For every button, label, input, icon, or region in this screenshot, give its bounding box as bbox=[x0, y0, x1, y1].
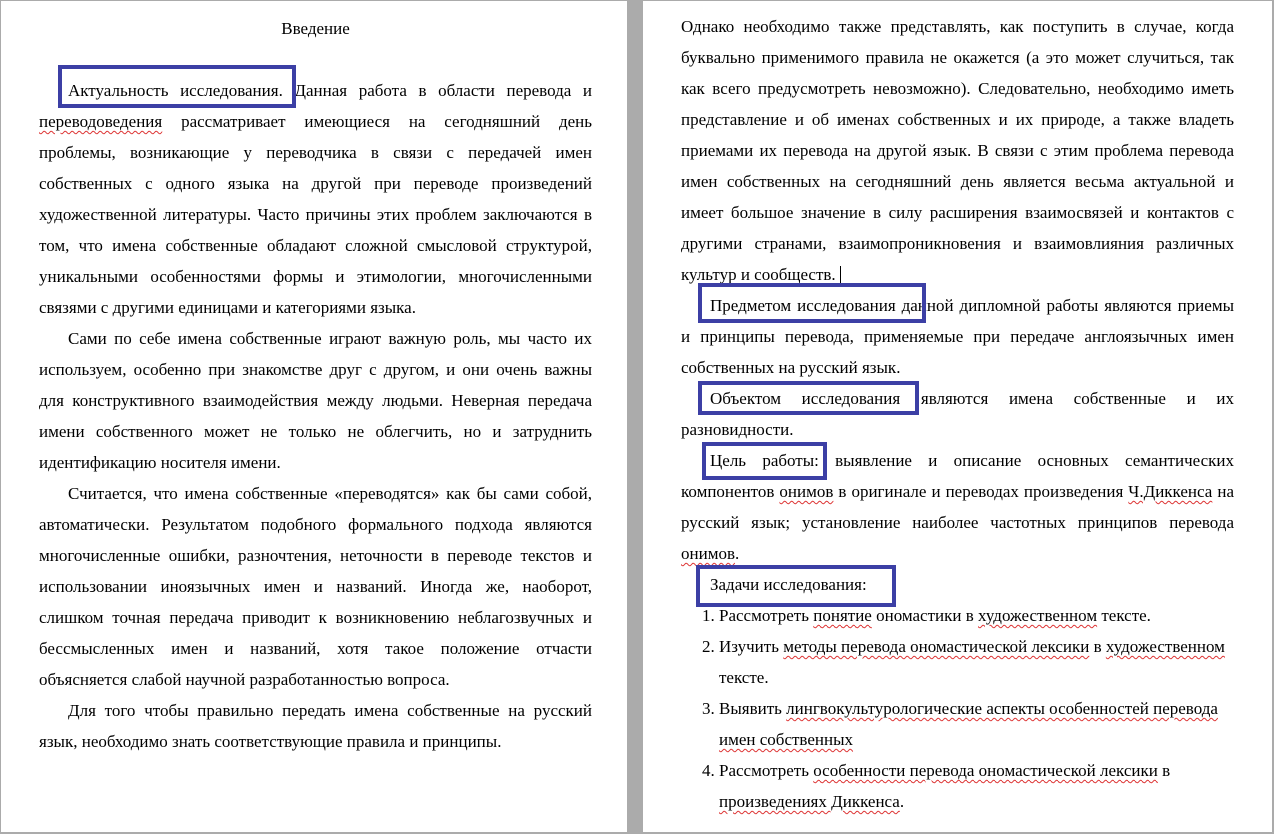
list-item[interactable]: 1. Рассмотреть понятие ономастики в художественном тексте. bbox=[719, 600, 1234, 631]
heading-tasks[interactable]: Задачи исследования: bbox=[710, 575, 867, 594]
tasks-list bbox=[681, 600, 1234, 817]
paragraph-goal[interactable]: Цель работы: выявление и описание основных семантических компонентов онимов в оригинале и переводах произведения Ч.Диккенса на русский язык; установление наиболее частотных принципов перевода онимов. bbox=[681, 451, 1234, 563]
page-text-column bbox=[681, 11, 1234, 817]
paragraph-subject[interactable]: Предметом исследования данной дипломной работы являются приемы и принципы перевода, применяемые при передаче англоязычных имен собственных на русский язык. bbox=[681, 296, 1234, 377]
list-item[interactable]: 4. Рассмотреть особенности перевода ономастической лексики в произведениях Диккенса. bbox=[719, 755, 1234, 817]
paragraph-object[interactable]: Объектом исследования являются имена собственные и их разновидности. bbox=[681, 389, 1234, 439]
spellcheck-word[interactable]: методы перевода ономастической лексики bbox=[783, 637, 1090, 656]
document-page-right[interactable] bbox=[643, 1, 1272, 832]
paragraph-continuation[interactable]: Однако необходимо также представлять, как поступить в случае, когда буквально применимого правила не окажется (а это может случиться, так как всего предусмотреть невозможно). Следовательно, необходимо иметь представление и об именах собственных и их природе, а также владеть приемами их перевода на другой язык. В связи с этим проблема перевода имен собственных на сегодняшний день является весьма актуальной и имеет большое значение в силу расширения взаимосвязей и контактов с другими странами, взаимопроникновения и взаимовлияния различных культур и сообществ. bbox=[681, 11, 1234, 290]
page-title: Введение bbox=[281, 19, 350, 38]
document-page-left[interactable] bbox=[1, 1, 627, 832]
page-text-column bbox=[39, 13, 592, 757]
spellcheck-word[interactable]: переводоведения bbox=[39, 112, 163, 131]
spellcheck-word[interactable]: художественном bbox=[1105, 637, 1225, 656]
spellcheck-word[interactable]: художественном bbox=[978, 606, 1098, 625]
heading-subject: Предметом исследования bbox=[710, 296, 896, 315]
heading-relevance: Актуальность исследования. bbox=[68, 81, 283, 100]
spellcheck-word[interactable]: Ч.Диккенса bbox=[1128, 482, 1213, 501]
paragraph-4[interactable]: Для того чтобы правильно передать имена собственные на русский язык, необходимо знать соответствующие правила и принципы. bbox=[39, 701, 592, 751]
paragraph-relevance[interactable]: Актуальность исследования. Данная работа в области перевода и переводоведения рассматривает имеющиеся на сегодняшний день проблемы, возникающие у переводчика в связи с передачей имен собственных с одного языка на другой при переводе произведений художественной литературы. Часто причины этих проблем заключаются в том, что имена собственные обладают сложной смысловой структурой, уникальными особенностями формы и этимологии, многочисленными связями с другими единицами и категориями языка. bbox=[39, 81, 592, 317]
heading-object: Объектом исследования bbox=[710, 389, 901, 408]
list-item[interactable]: 2. Изучить методы перевода ономастической лексики в художественном тексте. bbox=[719, 631, 1234, 693]
spellcheck-word[interactable]: понятие bbox=[813, 606, 872, 625]
spellcheck-word[interactable]: онимов bbox=[779, 482, 834, 501]
spellcheck-word[interactable]: лингвокультурологические аспекты особенностей перевода имен собственных bbox=[719, 699, 1218, 749]
spellcheck-word[interactable]: произведениях Диккенса bbox=[719, 792, 900, 811]
heading-goal: Цель работы: bbox=[710, 451, 819, 470]
paragraph-3[interactable]: Считается, что имена собственные «переводятся» как бы сами собой, автоматически. Результатом подобного формального подхода являются многочисленные ошибки, разночтения, неточности в переводе текстов и использовании иноязычных имен и названий. Иногда же, наоборот, слишком точная передача приводит к возникновению неблагозвучных и бессмысленных имен и названий, хотя такое положение отчасти объясняется слабой научной разработанностью вопроса. bbox=[39, 484, 592, 689]
text-cursor bbox=[840, 266, 841, 286]
paragraph-2[interactable]: Сами по себе имена собственные играют важную роль, мы часто их используем, особенно при знакомстве друг с другом, и они очень важны для конструктивного взаимодействия между людьми. Неверная передача имени собственного может не только не облегчить, но и затруднить идентификацию носителя имени. bbox=[39, 329, 592, 472]
list-item[interactable]: 3. Выявить лингвокультурологические аспекты особенностей перевода имен собственных bbox=[719, 693, 1234, 755]
spellcheck-word[interactable]: особенности перевода ономастической лексики bbox=[813, 761, 1158, 780]
spellcheck-word[interactable]: онимов bbox=[681, 544, 735, 563]
